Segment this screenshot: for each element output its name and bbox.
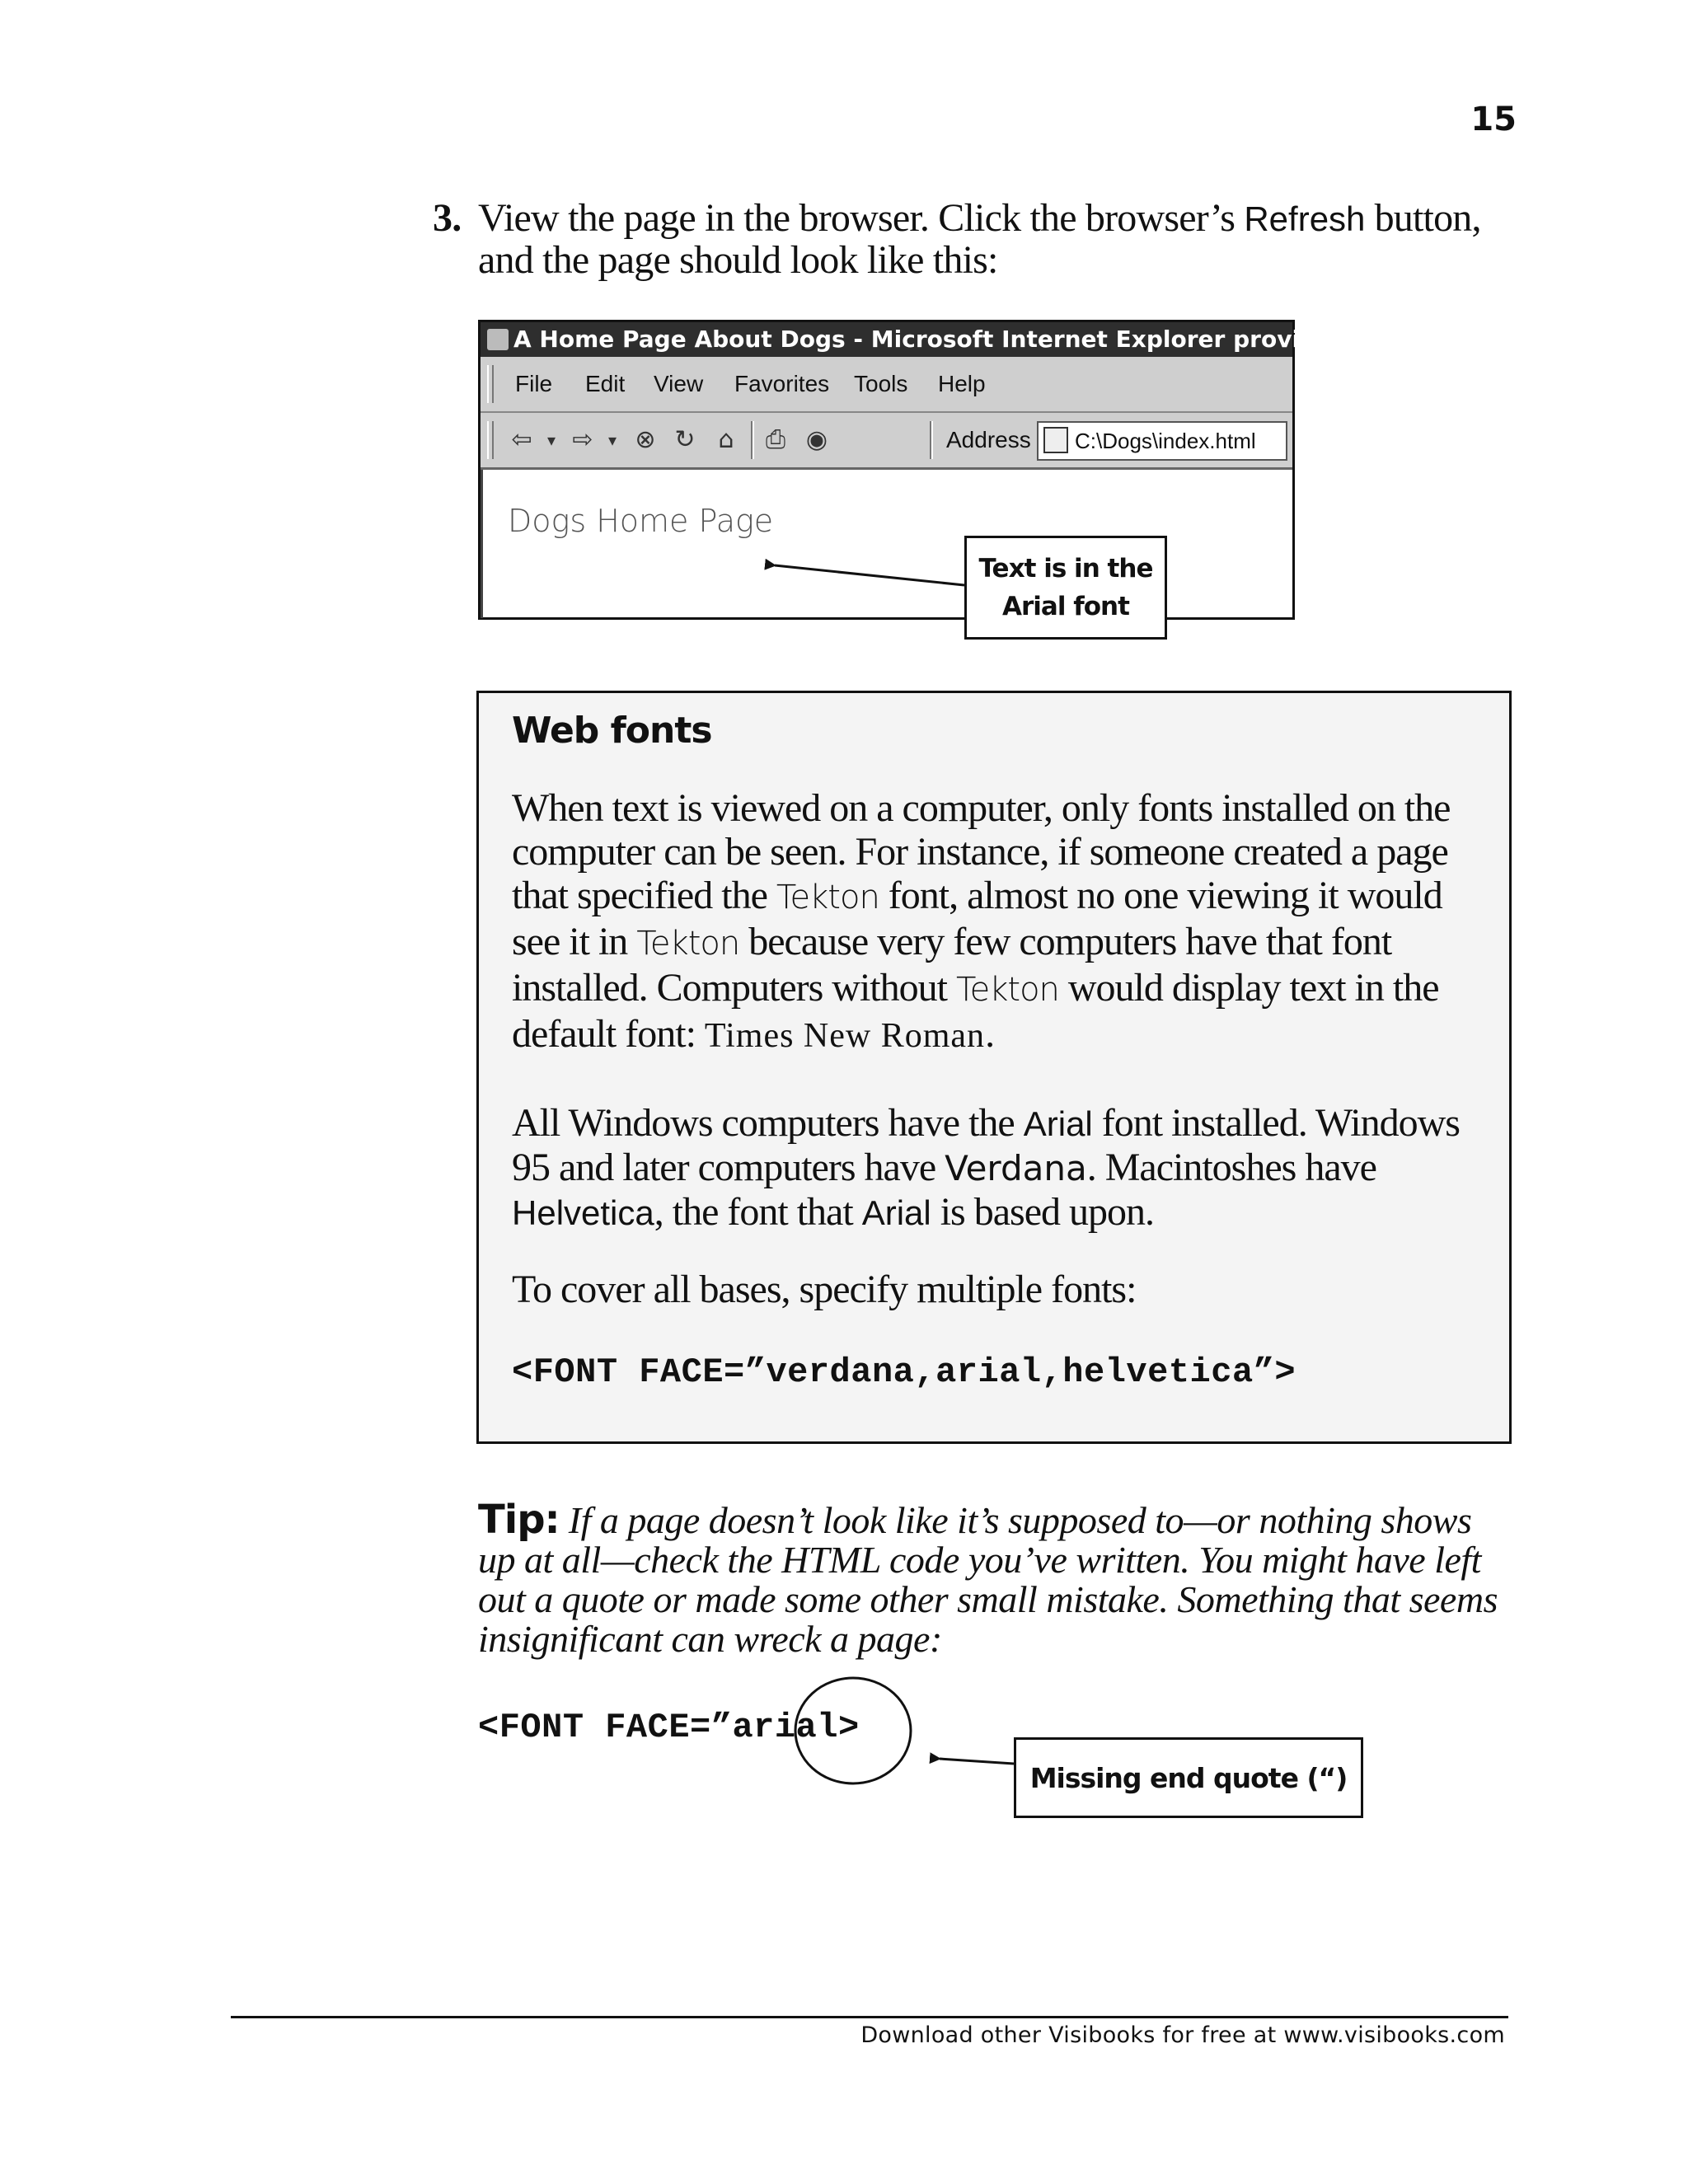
missing-quote-circle (795, 1678, 911, 1783)
address-label: Address (946, 427, 1031, 452)
menu-tools[interactable]: Tools (854, 371, 908, 396)
p1-text: font, almost no one viewing it would see it in (512, 874, 1442, 963)
dropdown-icon[interactable]: ▾ (607, 430, 617, 450)
forward-icon[interactable]: ⇨ (572, 425, 593, 454)
sidebar-title: Web fonts (512, 710, 712, 752)
p2-text: , the font that (654, 1190, 862, 1234)
tip-label: Tip: (478, 1497, 560, 1543)
footer-text: Download other Visibooks for free at www.visibooks.com (860, 2022, 1505, 2048)
footer-rule (231, 2016, 1508, 2018)
p1-text: When text is viewed on a computer, only fonts installed on the computer can be seen. For instance, if someone created a page that specified the (512, 786, 1451, 917)
p2-text: . Macintoshes have (1086, 1146, 1376, 1189)
arrow-to-heading (775, 565, 964, 585)
tekton-sample: Tekton (776, 879, 879, 916)
p2-text: font installed. Windows 95 and later computers have (512, 1101, 1460, 1189)
back-icon[interactable]: ⇦ (511, 425, 532, 454)
helvetica-sample: Helvetica (512, 1193, 654, 1232)
menu-favorites[interactable]: Favorites (734, 371, 830, 396)
menu-view[interactable]: View (654, 371, 704, 396)
refresh-label: Refresh (1244, 199, 1366, 238)
p1-text: . (985, 1012, 995, 1056)
dropdown-icon[interactable]: ▾ (546, 430, 556, 450)
callout-line-2: Arial font (1002, 592, 1129, 621)
refresh-icon[interactable]: ↻ (674, 425, 696, 454)
times-new-roman-sample: Times New Roman (704, 1017, 986, 1055)
menu-help[interactable]: Help (938, 371, 986, 396)
sidebar-code-sample: <FONT FACE=”verdana,arial,helvetica”> (512, 1352, 1296, 1392)
dogs-heading: Dogs Home Page (508, 503, 774, 539)
menu-edit[interactable]: Edit (585, 371, 626, 396)
tekton-sample: Tekton (955, 971, 1059, 1009)
step-number: 3. (433, 196, 462, 240)
sidebar-paragraph-3: To cover all bases, specify multiple fonts: (512, 1268, 1137, 1311)
tip-code-sample: <FONT FACE=”arial> (478, 1708, 860, 1747)
arrow-to-circle (940, 1759, 1014, 1764)
browser-title: A Home Page About Dogs - Microsoft Internet Explorer provided by (513, 326, 1389, 353)
p2-text: All Windows computers have the (512, 1101, 1024, 1145)
address-value: C:\Dogs\index.html (1075, 429, 1256, 453)
p1-text: would display text in the default font: (512, 966, 1439, 1056)
p1-text: because very few computers have that font installed. Computers without (512, 920, 1392, 1010)
arial-sample: Arial (1023, 1104, 1093, 1143)
tekton-sample: Tekton (636, 925, 740, 963)
arial-sample: Arial (861, 1193, 931, 1232)
home-icon[interactable]: ⌂ (718, 425, 734, 454)
page-number: 15 (1470, 101, 1517, 138)
step-text-after: button, and the page should look like this: (478, 196, 1481, 282)
menu-file[interactable]: File (515, 371, 553, 396)
step-text-before: View the page in the browser. Click the browser’s (478, 196, 1245, 240)
callout-line-1: Text is in the (978, 554, 1153, 583)
media-icon[interactable]: ◉ (805, 425, 828, 454)
stop-icon[interactable]: ⊗ (635, 425, 656, 454)
callout-missing-quote: Missing end quote (“) (1014, 1737, 1363, 1818)
print-icon[interactable]: ⎙ (766, 425, 785, 454)
verdana-sample: Verdana (945, 1148, 1087, 1188)
p2-text: is based upon. (931, 1190, 1155, 1234)
tip-text: If a page doesn’t look like it’s supposed to—or nothing shows up at all—check the HTML code you’ve written. You might have left out a quote or made some other small mistake. Something that seems insignificant can wreck a page: (478, 1499, 1498, 1660)
